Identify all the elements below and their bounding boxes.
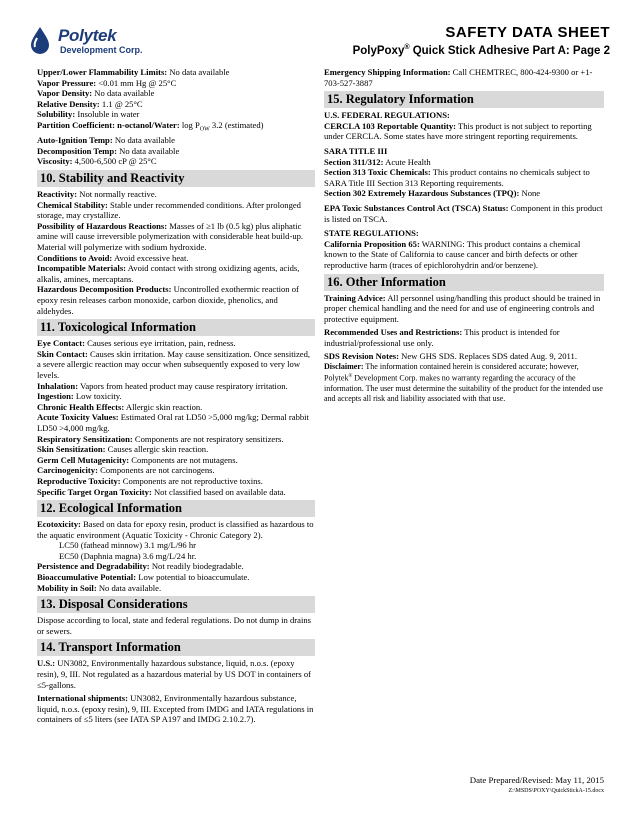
field-line: Ingestion: Low toxicity.	[37, 391, 122, 402]
date-prepared: Date Prepared/Revised: May 11, 2015	[469, 775, 604, 785]
field-line: Skin Contact: Causes skin irritation. May cause sensitization. Once sensitized, a severe allergic reaction may occur when subsequently exposed to very low levels.	[37, 348, 311, 380]
field-line: Section 302 Extremely Hazardous Substances (TPQ): None	[324, 188, 541, 199]
physical-properties	[37, 67, 315, 167]
field-line: Solubility: Insoluble in water	[37, 109, 140, 120]
disclaimer-text: Disclaimer: The information contained herein is considered accurate; however, Polytek® Development Corp. makes no warranty regarding the accuracy of the information. The user must determine the suitability of the product for the intended use and accepts all risk and liability associated with that use.	[324, 362, 603, 403]
field-line: SDS Revision Notes: New GHS SDS. Replaces SDS dated Aug. 9, 2011.	[324, 351, 577, 362]
logo-subtitle: Development Corp.	[60, 45, 143, 55]
section-12-heading: 12. Ecological Information	[37, 500, 315, 517]
field-line: Reproductive Toxicity: Components are not reproductive toxins.	[37, 475, 263, 486]
section-15-heading: 15. Regulatory Information	[324, 91, 604, 108]
right-column	[324, 67, 604, 404]
field-line: Possibility of Hazardous Reactions: Masses of ≥1 lb (0.5 kg) plus aliphatic amine will cause irreversible polymerization with considerable heat build-up. Material will polymerize with sodium hydroxide.	[37, 220, 304, 253]
field-line: Mobility in Soil: No data available.	[37, 582, 162, 593]
field-line: Partition Coefficient: n-octanol/Water: $\log P_{OW}$ 3.2 (estimated)	[37, 119, 264, 133]
field-line: Eye Contact: Causes serious eye irritation, pain, redness.	[37, 338, 236, 349]
left-column	[37, 67, 315, 725]
field-line: Germ Cell Mutagenicity: Components are not mutagens.	[37, 454, 238, 465]
section-13-heading: 13. Disposal Considerations	[37, 596, 315, 613]
field-line: Relative Density: 1.1 @ 25°C	[37, 98, 143, 109]
droplet-logo-icon	[28, 26, 52, 56]
section-13-body: Dispose according to local, state and federal regulations. Do not dump in drains or sewers.	[37, 615, 311, 636]
section-14-body	[37, 658, 315, 725]
section-12-body	[37, 519, 315, 593]
ecotoxicity-text: Ecotoxicity: Based on data for epoxy resin, product is classified as hazardous to the aquatic environment (Aquatic Toxicity - Chronic Category 2).	[37, 519, 314, 540]
field-line: Bioaccumulative Potential: Low potential to bioaccumulate.	[37, 572, 250, 583]
field-line: Recommended Uses and Restrictions: This product is intended for industrial/professional use only.	[324, 327, 560, 348]
document-subtitle: PolyPoxy® Quick Stick Adhesive Part A: Page 2	[352, 44, 610, 57]
field-line: Reactivity: Not normally reactive.	[37, 189, 157, 200]
page-header	[0, 0, 638, 68]
section-16-body	[324, 293, 604, 404]
section-10-body	[37, 189, 315, 316]
field-line: Upper/Lower Flammability Limits: No data available	[37, 67, 230, 77]
document-title: SAFETY DATA SHEET	[445, 24, 610, 41]
field-line: Decomposition Temp: No data available	[37, 145, 180, 156]
tsca-status: EPA Toxic Substances Control Act (TSCA) Status: Component in this product is listed on TSCA.	[324, 202, 603, 224]
field-line: International shipments: UN3082, Environmentally hazardous substance, liquid, n.o.s. (epoxy resin), 9, III. Excepted from IMDG and IATA regulations in containers of ≤5 liters (see IATA SP A197 and IMDG 2.10.2.7).	[37, 693, 314, 725]
polytek-logo	[28, 26, 148, 58]
file-path: Z:\MSDS\POXY\QuickStickA-15.docx	[508, 788, 604, 794]
field-line: Specific Target Organ Toxicity: Not classified based on available data.	[37, 486, 286, 497]
section-10-heading: 10. Stability and Reactivity	[37, 170, 315, 187]
field-line: Hazardous Decomposition Products: Uncontrolled exothermic reaction of epoxy resin releases carbon monoxide, carbon dioxide, phenolics, and aldehydes.	[37, 284, 299, 316]
field-line: Section 311/312: Acute Health	[324, 156, 431, 167]
california-prop65: California Proposition 65: WARNING: This product contains a chemical known to the State of California to cause cancer and birth defects or other reproductive harm (traces of epichlorohydrin and/or benzene).	[324, 238, 581, 270]
field-line: Chronic Health Effects: Allergic skin reaction.	[37, 401, 203, 412]
field-line: Inhalation: Vapors from heated product may cause respiratory irritation.	[37, 380, 288, 391]
field-line: Chemical Stability: Stable under recommended conditions. After prolonged storage, may crystallize.	[37, 199, 301, 221]
field-line: Auto-Ignition Temp: No data available	[37, 135, 175, 146]
field-line: Skin Sensitization: Causes allergic skin reaction.	[37, 444, 209, 455]
section-11-heading: 11. Toxicological Information	[37, 319, 315, 336]
section-16-heading: 16. Other Information	[324, 274, 604, 291]
section-15-body	[324, 110, 604, 270]
sara-heading: SARA TITLE III	[324, 145, 388, 156]
field-line: Vapor Density: No data available	[37, 88, 155, 99]
field-line: Carcinogenicity: Components are not carcinogens.	[37, 465, 215, 476]
field-line: Acute Toxicity Values: Estimated Oral rat LD50 >5,000 mg/kg; Dermal rabbit LD50 >4,000 mg/kg.	[37, 412, 309, 433]
field-line: Vapor Pressure: <0.01 mm Hg @ 25°C	[37, 77, 177, 88]
field-line: Conditions to Avoid: Avoid excessive heat.	[37, 252, 189, 263]
ec50-value: EC50 (Daphnia magna) 3.6 mg/L/24 hr.	[59, 550, 197, 561]
field-line: Persistence and Degradability: Not readily biodegradable.	[37, 561, 244, 572]
field-line: Training Advice: All personnel using/handling this product should be trained in proper chemical handling and the need for and use of engineering controls and protective equipment.	[324, 292, 601, 324]
field-line: Viscosity: 4,500-6,500 cP @ 25°C	[37, 156, 157, 167]
federal-regulations-heading: U.S. FEDERAL REGULATIONS:	[324, 110, 450, 121]
emergency-shipping-info: Emergency Shipping Information: Call CHEMTREC, 800-424-9300 or +1-703-527-3887	[324, 67, 593, 88]
section-11-body	[37, 338, 315, 497]
state-regulations-heading: STATE REGULATIONS:	[324, 228, 419, 239]
field-line: Incompatible Materials: Avoid contact with strong oxidizing agents, acids, alkalis, amines, mercaptans.	[37, 263, 300, 284]
field-line: Respiratory Sensitization: Components are not respiratory sensitizers.	[37, 433, 284, 444]
logo-name: Polytek	[58, 26, 117, 45]
section-14-heading: 14. Transport Information	[37, 639, 315, 656]
cercla-text: CERCLA 103 Reportable Quantity: This product is not subject to reporting under CERCLA. Some states have more stringent reporting requirements.	[324, 120, 592, 142]
field-line: Section 313 Toxic Chemicals: This product contains no chemicals subject to SARA Title III Section 313 Reporting requirements.	[324, 167, 590, 188]
field-line: U.S.: UN3082, Environmentally hazardous substance, liquid, n.o.s. (epoxy resin), 9, III. Not regulated as a hazardous material by US DOT in containers of ≤5-gallons.	[37, 658, 312, 690]
lc50-value: LC50 (fathead minnow) 3.1 mg/L/96 hr	[59, 540, 196, 551]
